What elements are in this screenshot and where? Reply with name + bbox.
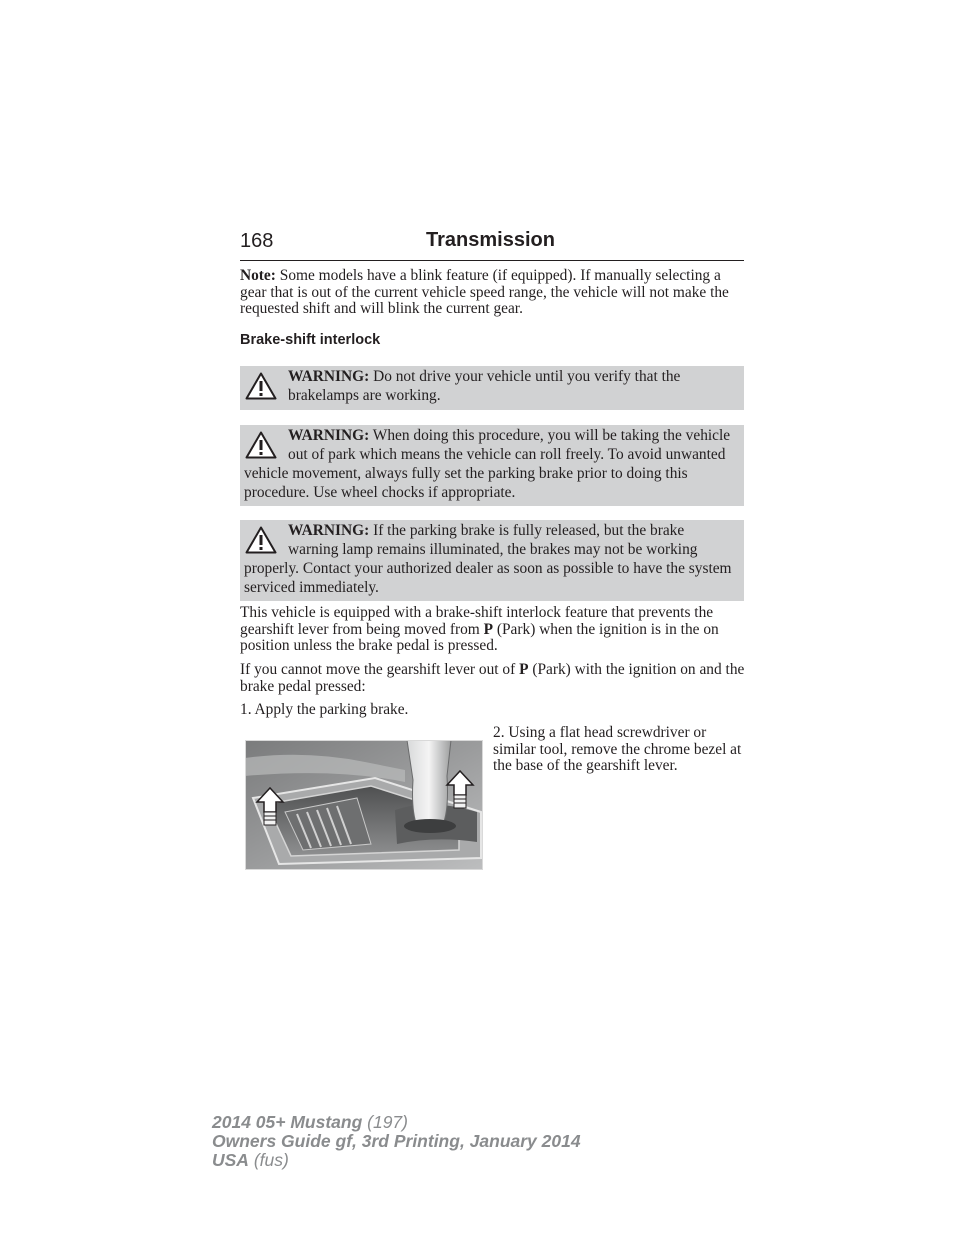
footer-market-code: (fus) xyxy=(248,1150,289,1170)
page-footer xyxy=(212,1113,581,1170)
warning-box-2 xyxy=(240,425,744,506)
note-paragraph xyxy=(240,268,748,318)
step-1: 1. Apply the parking brake. xyxy=(240,701,409,718)
warning-box-3 xyxy=(240,520,744,601)
warning-text: Do not drive your vehicle until you verify that the brakelamps are working. xyxy=(288,368,681,404)
warning-triangle-icon xyxy=(245,372,277,400)
para-text: If you cannot move the gearshift lever out of xyxy=(240,661,520,678)
gearshift-bezel-illustration xyxy=(245,740,483,870)
para-text: This vehicle is equipped with a brake-shift interlock feature that prevents the gearshift lever from being moved from xyxy=(240,604,714,638)
interlock-description xyxy=(240,605,748,655)
page-number: 168 xyxy=(240,230,274,252)
page-header xyxy=(240,228,744,261)
para-text: (Park) when the ignition is in the on position unless the brake pedal is pressed. xyxy=(240,620,719,655)
para-text: (Park) with the ignition on and the brake pedal pressed: xyxy=(240,661,745,695)
warning-box-1 xyxy=(240,366,744,410)
chapter-title: Transmission xyxy=(426,229,555,251)
warning-label: WARNING: xyxy=(288,427,370,444)
warning-label: WARNING: xyxy=(288,522,370,539)
footer-line-1 xyxy=(212,1113,581,1132)
note-label: Note: xyxy=(240,267,276,284)
footer-model-code: (197) xyxy=(362,1112,408,1132)
warning-triangle-icon xyxy=(245,526,277,554)
footer-line-2: Owners Guide gf, 3rd Printing, January 2014 xyxy=(212,1131,581,1151)
section-heading: Brake-shift interlock xyxy=(240,332,381,348)
footer-model: 2014 05+ Mustang xyxy=(212,1112,363,1132)
footer-market: USA xyxy=(212,1150,249,1170)
step-2: 2. Using a flat head screwdriver or similar tool, remove the chrome bezel at the base of the gearshift lever. xyxy=(493,724,742,775)
warning-text: When doing this procedure, you will be taking the vehicle out of park which means the vehicle can roll freely. To avoid unwanted vehicle movement, always fully set the parking brake prior to doing this procedure. Use wheel chocks if appropriate. xyxy=(244,427,731,501)
footer-line-3 xyxy=(212,1151,581,1170)
note-text: Some models have a blink feature (if equipped). If manually selecting a gear that is out of the current vehicle speed range, the vehicle will not make the requested shift and will blink the current gear. xyxy=(240,267,729,318)
warning-triangle-icon xyxy=(245,431,277,459)
park-symbol: P xyxy=(483,620,494,638)
warning-text: If the parking brake is fully released, but the brake warning lamp remains illuminated, the brakes may not be working properly. Contact your authorized dealer as soon as possible to have the system serviced immediately. xyxy=(244,522,732,596)
procedure-intro xyxy=(240,662,748,695)
warning-label: WARNING: xyxy=(288,368,370,385)
park-symbol: P xyxy=(519,661,529,678)
